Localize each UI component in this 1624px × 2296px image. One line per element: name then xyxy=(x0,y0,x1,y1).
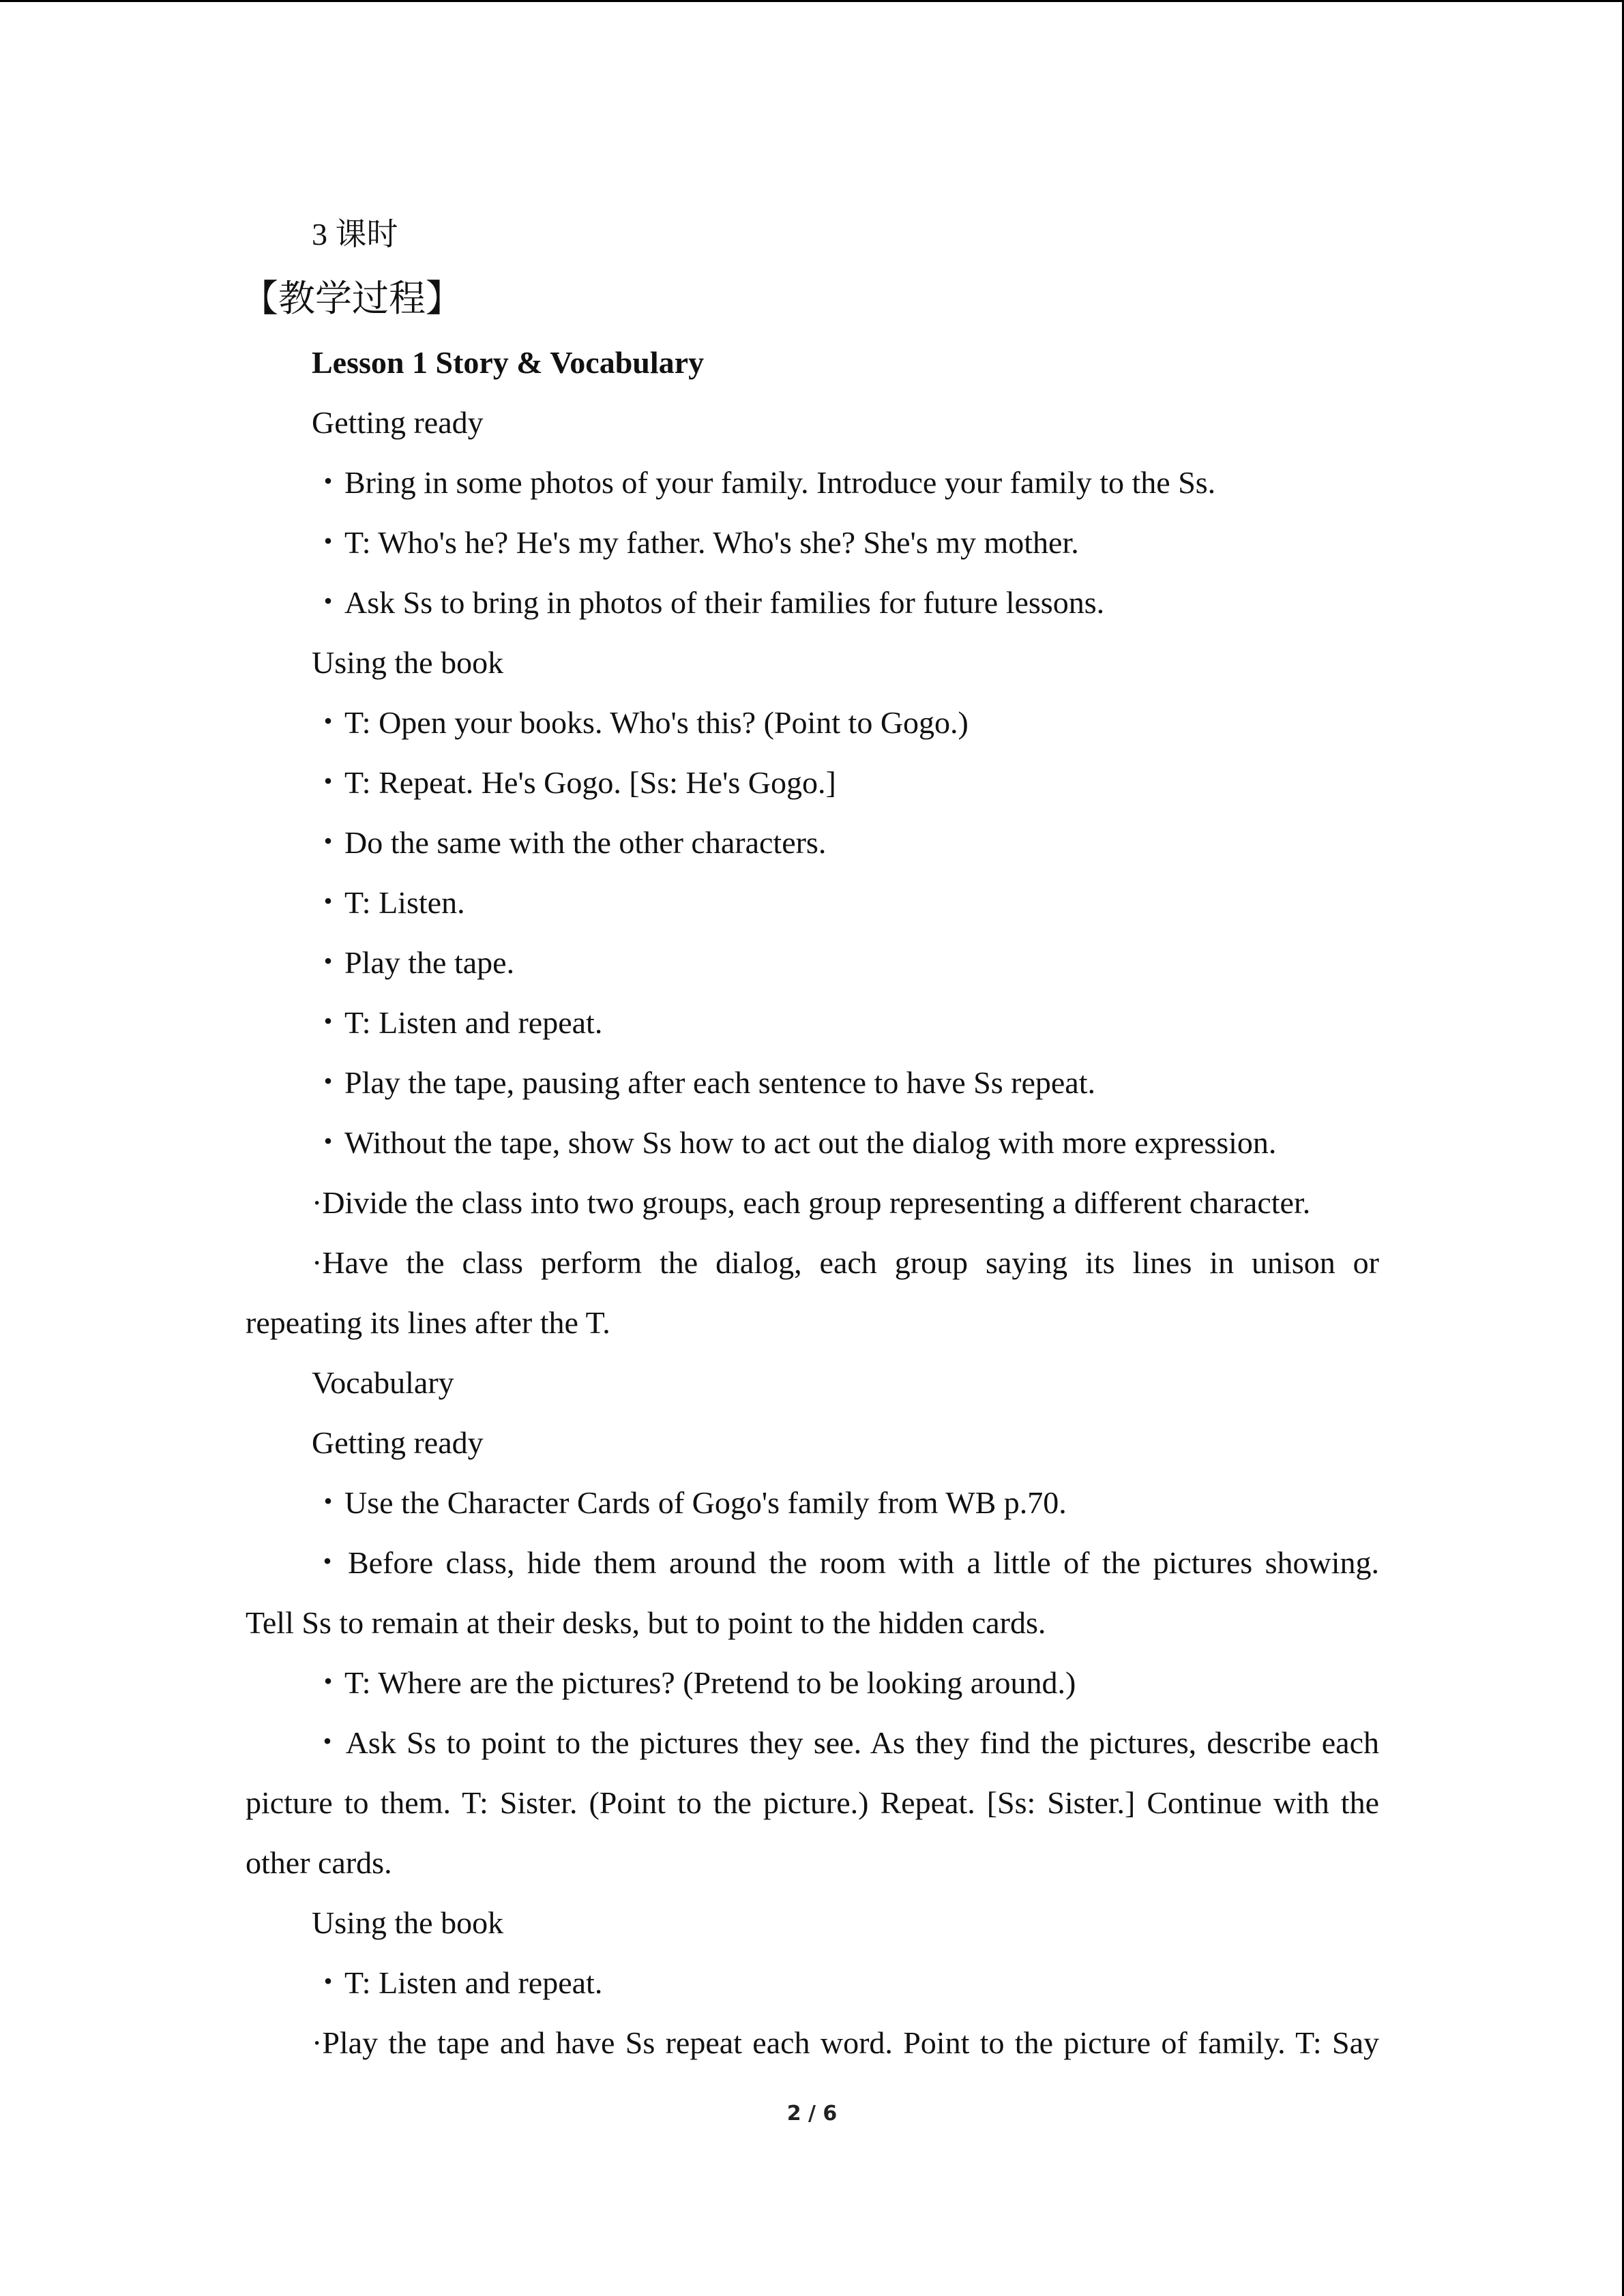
bullet-icon: ・ xyxy=(312,1725,346,1760)
bullet-icon: ・ xyxy=(312,1545,348,1580)
list-item xyxy=(246,693,1379,753)
list-item xyxy=(246,1473,1379,1533)
list-item xyxy=(246,1953,1379,2013)
list-item xyxy=(246,813,1379,873)
page-number: 2 / 6 xyxy=(786,2102,838,2126)
list-item-text: Ask Ss to point to the pictures they see. As they find the pictures, describe each xyxy=(345,1725,1380,1760)
list-item xyxy=(246,453,1379,513)
paragraph-line: other cards. xyxy=(246,1845,392,1880)
bullet-icon: ・ xyxy=(312,765,344,800)
list-item xyxy=(246,1113,1379,1173)
list-item-text: T: Where are the pictures? (Pretend to be looking around.) xyxy=(344,1665,1076,1700)
list-item-text: T: Listen and repeat. xyxy=(344,1005,603,1040)
bullet-icon: ・ xyxy=(312,525,344,560)
bullet-icon: ・ xyxy=(312,945,344,980)
bullet-icon: ・ xyxy=(312,1965,344,2000)
paragraph-line: repeating its lines after the T. xyxy=(246,1305,610,1340)
top-border-line xyxy=(0,0,1624,2)
list-item-text: T: Listen. xyxy=(344,885,465,920)
bullet-icon: ・ xyxy=(312,1485,344,1520)
class-hours: 3 课时 xyxy=(312,217,398,252)
list-item xyxy=(246,873,1379,933)
bullet-icon: ・ xyxy=(312,465,344,500)
subheading-using-the-book: Using the book xyxy=(312,645,504,680)
subheading-getting-ready: Getting ready xyxy=(312,1425,484,1460)
bullet-icon: ・ xyxy=(312,585,344,620)
list-item-text: T: Listen and repeat. xyxy=(344,1965,603,2000)
bullet-icon: ・ xyxy=(312,885,344,920)
list-item xyxy=(246,933,1379,993)
list-item xyxy=(246,573,1379,633)
list-item-text: Before class, hide them around the room with a little of the pictures showing. xyxy=(347,1545,1380,1580)
list-item-text: Play the tape, pausing after each sentence to have Ss repeat. xyxy=(344,1065,1095,1100)
list-item xyxy=(246,753,1379,813)
list-item-text: Without the tape, show Ss how to act out the dialog with more expression. xyxy=(344,1125,1277,1160)
list-item xyxy=(246,1713,1379,1893)
paragraph-line: picture to them. T: Sister. (Point to the picture.) Repeat. [Ss: Sister.] Continue with the xyxy=(246,1785,1379,1820)
list-item-text: Do the same with the other characters. xyxy=(344,825,827,860)
list-item xyxy=(246,1533,1379,1653)
list-item-text: Play the tape. xyxy=(344,945,515,980)
list-item xyxy=(246,513,1379,573)
subheading-vocabulary: Vocabulary xyxy=(312,1365,454,1400)
list-item xyxy=(246,993,1379,1053)
bullet-icon: ・ xyxy=(312,1125,344,1160)
paragraph: ·Divide the class into two groups, each group representing a different character. xyxy=(312,1185,1311,1220)
document-page xyxy=(241,205,1380,2073)
section-heading: 【教学过程】 xyxy=(241,277,462,320)
paragraph-line: ·Play the tape and have Ss repeat each word. Point to the picture of family. T: Say xyxy=(312,2025,1379,2060)
subheading-using-the-book: Using the book xyxy=(312,1905,504,1940)
list-item xyxy=(246,1053,1379,1113)
subheading-getting-ready: Getting ready xyxy=(312,405,484,440)
paragraph-line: Tell Ss to remain at their desks, but to point to the hidden cards. xyxy=(246,1605,1046,1640)
list-item-text: Use the Character Cards of Gogo's family from WB p.70. xyxy=(344,1485,1067,1520)
paragraph xyxy=(246,1233,1379,1353)
paragraph-line xyxy=(246,1533,1379,1593)
list-item-text: Bring in some photos of your family. Introduce your family to the Ss. xyxy=(344,465,1216,500)
list-item-text: T: Repeat. He's Gogo. [Ss: He's Gogo.] xyxy=(344,765,836,800)
paragraph-line: ·Have the class perform the dialog, each group saying its lines in unison or xyxy=(312,1245,1379,1280)
bullet-icon: ・ xyxy=(312,1005,344,1040)
paragraph-line xyxy=(246,1713,1379,1773)
paragraph xyxy=(246,2013,1379,2073)
list-item-text: T: Open your books. Who's this? (Point to Gogo.) xyxy=(344,705,969,740)
list-item xyxy=(246,1653,1379,1713)
list-item-text: T: Who's he? He's my father. Who's she? She's my mother. xyxy=(344,525,1079,560)
lesson-title: Lesson 1 Story & Vocabulary xyxy=(312,345,705,380)
bullet-icon: ・ xyxy=(312,825,344,860)
bullet-icon: ・ xyxy=(312,705,344,740)
list-item-text: Ask Ss to bring in photos of their families for future lessons. xyxy=(344,585,1105,620)
bullet-icon: ・ xyxy=(312,1065,344,1100)
bullet-icon: ・ xyxy=(312,1665,344,1700)
